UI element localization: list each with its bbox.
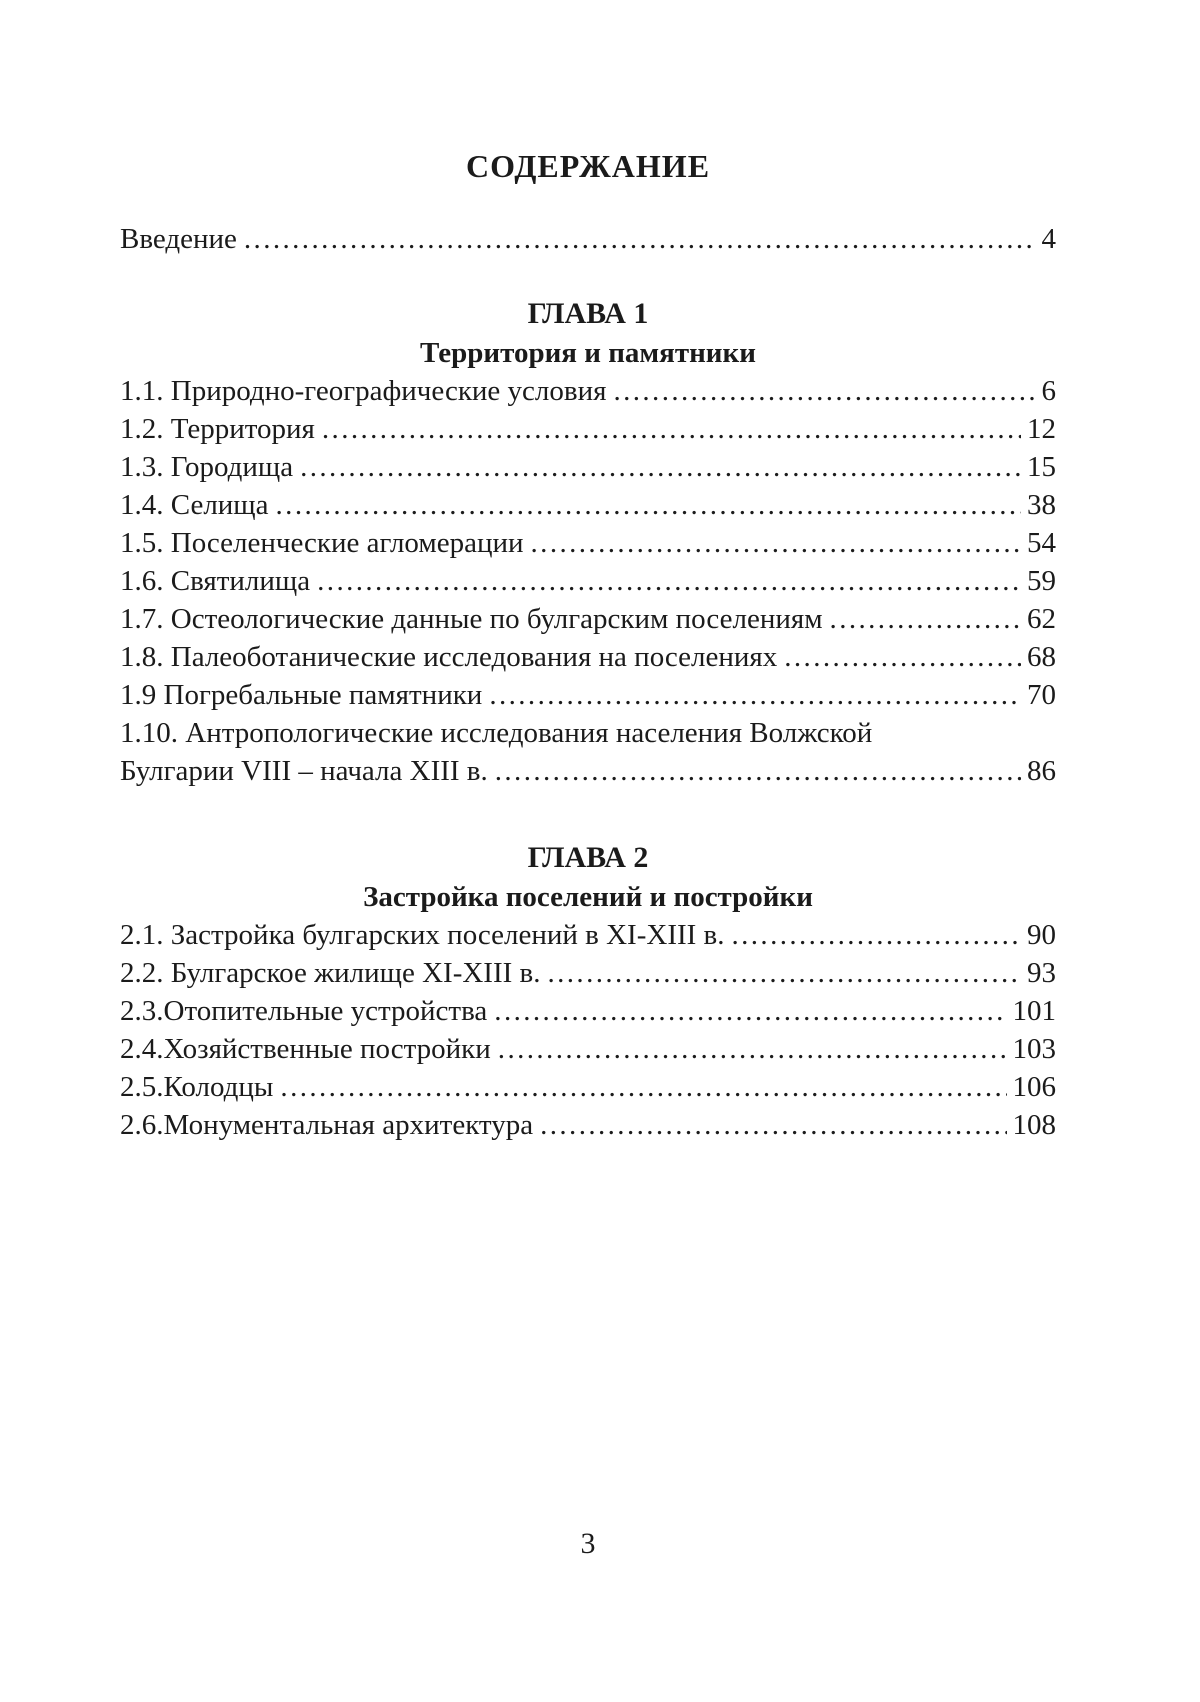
- toc-entry-page: 70: [1027, 679, 1056, 711]
- toc-entry-2-6: [120, 1106, 1056, 1144]
- toc-entry-label: 1.8. Палеоботанические исследования на поселениях: [120, 641, 778, 673]
- toc-entry-1-10-line-1: [120, 714, 1056, 752]
- toc-entry-label: 1.2. Территория: [120, 413, 315, 445]
- dot-leader: [613, 372, 1035, 410]
- chapter-1-subheading: Территория и памятники: [420, 337, 756, 369]
- toc-entry-label: 1.7. Остеологические данные по булгарским поселениям: [120, 603, 823, 635]
- page-title: СОДЕРЖАНИЕ: [465, 148, 711, 184]
- toc-entry-page: 103: [1012, 1033, 1056, 1065]
- toc-entry-label: Введение: [120, 223, 237, 255]
- toc-entry-label: 1.9 Погребальные памятники: [120, 679, 483, 711]
- toc-entry-2-1: [120, 916, 1056, 954]
- dot-leader: [731, 916, 1021, 954]
- dot-leader: [300, 448, 1021, 486]
- toc-entry-page: 106: [1012, 1071, 1056, 1103]
- toc-entry-2-4: [120, 1030, 1056, 1068]
- toc-entry-1-7: [120, 600, 1056, 638]
- toc-entry-page: 108: [1012, 1109, 1056, 1141]
- toc-entry-page: 101: [1012, 995, 1056, 1027]
- dot-leader: [498, 1030, 1007, 1068]
- dot-leader: [547, 954, 1021, 992]
- toc-entry-label: 1.4. Селища: [120, 489, 269, 521]
- folio-page-number: 3: [580, 1527, 596, 1560]
- toc-entry-page: 62: [1027, 603, 1056, 635]
- dot-leader: [322, 410, 1021, 448]
- dot-leader: [531, 524, 1021, 562]
- dot-leader: [317, 562, 1021, 600]
- toc-entry-1-3: [120, 448, 1056, 486]
- toc-entry-2-3: [120, 992, 1056, 1030]
- toc-entry-page: 12: [1027, 413, 1056, 445]
- dot-leader: [540, 1106, 1006, 1144]
- toc-entry-1-6: [120, 562, 1056, 600]
- dot-leader: [280, 1068, 1006, 1106]
- toc-entry-page: 6: [1041, 375, 1056, 407]
- dot-leader: [784, 638, 1021, 676]
- toc-entry-1-8: [120, 638, 1056, 676]
- toc-page-content: [120, 0, 1056, 1144]
- toc-entry-label: 1.1. Природно-географические условия: [120, 375, 607, 407]
- chapter-1-heading: ГЛАВА 1: [527, 297, 649, 330]
- toc-entry-page: 68: [1027, 641, 1056, 673]
- dot-leader: [244, 220, 1036, 258]
- dot-leader: [489, 676, 1021, 714]
- toc-entry-page: 4: [1041, 223, 1056, 255]
- toc-entry-page: 86: [1027, 755, 1056, 787]
- chapter-2-subheading: Застройка поселений и постройки: [363, 881, 813, 913]
- dot-leader: [830, 600, 1021, 638]
- chapter-2-heading: ГЛАВА 2: [527, 841, 649, 874]
- toc-entry-1-10-line-2: [120, 752, 1056, 790]
- toc-entry-page: 15: [1027, 451, 1056, 483]
- toc-entry-label: 1.5. Поселенческие агломерации: [120, 527, 524, 559]
- toc-entry-label: 2.5.Колодцы: [120, 1071, 274, 1103]
- toc-entry-label: 1.3. Городища: [120, 451, 294, 483]
- toc-entry-1-9: [120, 676, 1056, 714]
- toc-entry-page: 59: [1027, 565, 1056, 597]
- toc-entry-page: 93: [1027, 957, 1056, 989]
- toc-entry-label: 1.10. Антропологические исследования населения Волжской: [120, 717, 873, 749]
- dot-leader: [495, 752, 1021, 790]
- dot-leader: [494, 992, 1006, 1030]
- toc-entry-1-1: [120, 372, 1056, 410]
- toc-entry-1-2: [120, 410, 1056, 448]
- toc-entry-label: 1.6. Святилища: [120, 565, 311, 597]
- toc-entry-label: 2.1. Застройка булгарских поселений в XI-XIII в.: [120, 919, 725, 951]
- toc-entry-label: 2.2. Булгарское жилище XI-XIII в.: [120, 957, 541, 989]
- toc-entry-introduction: [120, 220, 1056, 258]
- toc-entry-label: 2.6.Монументальная архитектура: [120, 1109, 534, 1141]
- toc-entry-label: Булгарии VIII – начала XIII в.: [120, 755, 488, 787]
- toc-entry-page: 90: [1027, 919, 1056, 951]
- toc-entry-2-2: [120, 954, 1056, 992]
- toc-entry-2-5: [120, 1068, 1056, 1106]
- toc-entry-label: 2.4.Хозяйственные постройки: [120, 1033, 491, 1065]
- toc-entry-1-5: [120, 524, 1056, 562]
- toc-entry-page: 38: [1027, 489, 1056, 521]
- toc-entry-1-4: [120, 486, 1056, 524]
- toc-entry-page: 54: [1027, 527, 1056, 559]
- dot-leader: [276, 486, 1021, 524]
- toc-entry-label: 2.3.Отопительные устройства: [120, 995, 488, 1027]
